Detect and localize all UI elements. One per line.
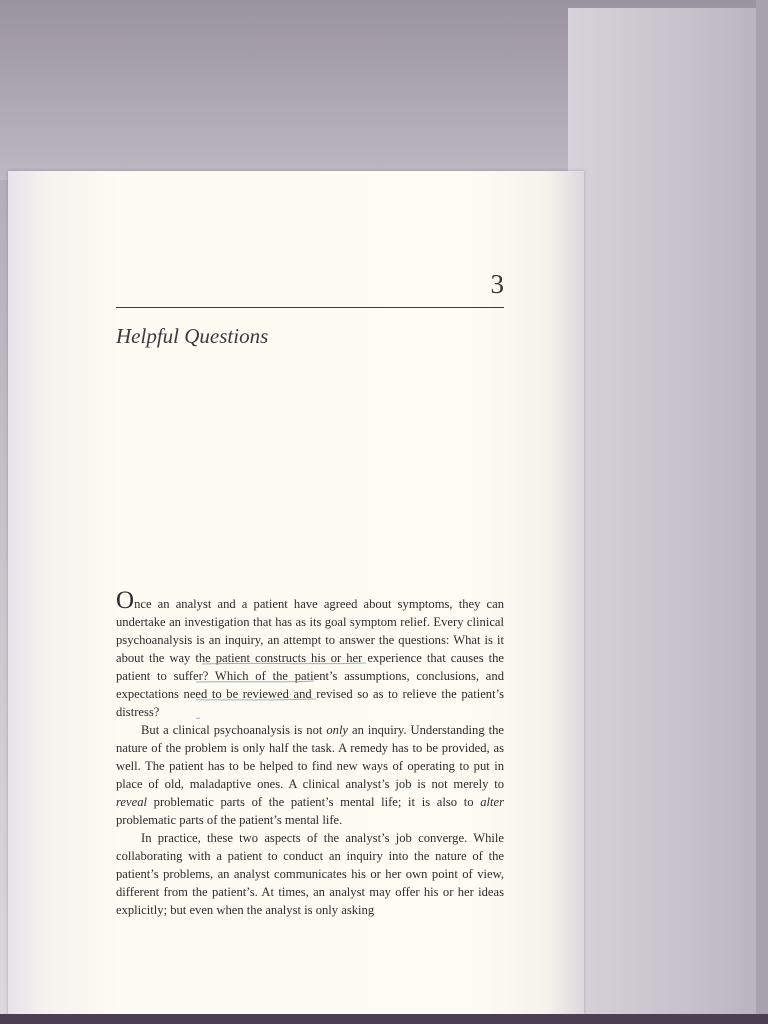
chapter-rule	[116, 307, 504, 308]
paragraph-3-text: In practice, these two aspects of the analyst’s job converge. While collaborating with a patient to conduct an inquiry into the nature of the patient’s problems, an analyst communicates his or her own point of view, different from the patient’s. At times, an analyst may offer his or her ideas explicitly; but even when the analyst is only asking	[116, 831, 504, 917]
drop-cap: O	[116, 587, 135, 614]
paragraph-2-text-a: But a clinical psychoanalysis is not	[141, 723, 327, 737]
emphasis-only: only	[326, 723, 349, 737]
paragraph-2-text-b: an inquiry. Understanding the nature of the problem is only half the task. A remedy has to be provided, as well. The patient has to be helped to find new ways of operating to put in place of old, maladaptive ones. A clinical analyst’s job is not merely to	[116, 723, 504, 791]
scan-bottom-edge	[0, 1014, 768, 1024]
paragraph-3	[116, 829, 504, 919]
facing-page-edge	[568, 8, 763, 1018]
paragraph-2-text-c: problematic parts of the patient’s mental life; it is also to	[147, 795, 481, 809]
emphasis-alter: alter	[480, 795, 504, 809]
body-text	[116, 587, 504, 919]
pen-margin-stroke	[196, 718, 200, 722]
pen-underline-1	[202, 663, 366, 664]
emphasis-reveal: reveal	[116, 795, 147, 809]
paragraph-2-text-d: problematic parts of the patient’s mental life.	[116, 813, 343, 827]
pen-underline-3	[196, 699, 316, 700]
chapter-number: 3	[490, 269, 504, 299]
scanner-edge	[756, 0, 768, 1024]
chapter-title: Helpful Questions	[116, 324, 269, 348]
pen-underline-marks	[196, 650, 446, 726]
pen-underline-2	[196, 681, 314, 682]
paragraph-2	[116, 721, 504, 829]
paragraph-1-text: nce an analyst and a patient have agreed about symptoms, they can undertake an investigation that has as its goal symptom relief. Every clinical psychoanalysis is an inquiry, an attempt to answer the questions: What is it about the way the patient constructs his or her experience that causes the patient to suffer? Which of the patient’s assumptions, conclusions, and expectations need to be reviewed and revised so as to relieve the patient’s distress?	[116, 597, 504, 719]
